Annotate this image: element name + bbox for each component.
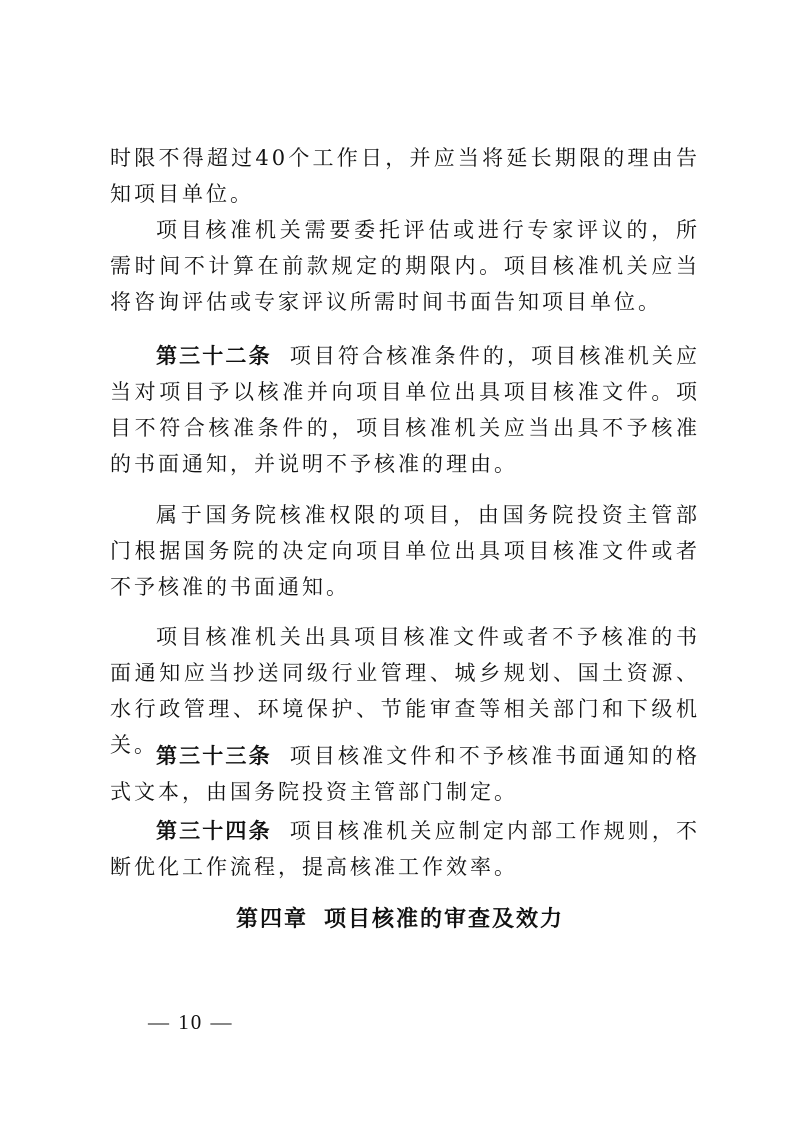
article-label: 第三十三条 — [156, 744, 272, 768]
chapter-heading — [0, 902, 800, 933]
paragraph-expert-review — [110, 212, 700, 320]
article-text: 项目核准机关应制定内部工作规则，不断优化工作流程，提高核准工作效率。 — [110, 819, 701, 879]
page-number: — 10 — — [148, 1010, 234, 1034]
paragraph-text: 项目核准机关需要委托评估或进行专家评议的，所需时间不计算在前款规定的期限内。项目核准机关应当将咨询评估或专家评议所需时间书面告知项目单位。 — [110, 218, 700, 314]
paragraph-text: 项目核准机关出具项目核准文件或者不予核准的书面通知应当抄送同级行业管理、城乡规划、国土资源、水行政管理、环境保护、节能审查等相关部门和下级机关。 — [110, 625, 700, 757]
article-text: 项目核准文件和不予核准书面通知的格式文本，由国务院投资主管部门制定。 — [110, 744, 701, 804]
paragraph-state-council — [110, 497, 700, 605]
article-32 — [110, 338, 700, 482]
article-text: 项目符合核准条件的，项目核准机关应当对项目予以核准并向项目单位出具项目核准文件。项目不符合核准条件的，项目核准机关应当出具不予核准的书面通知，并说明不予核准的理由。 — [110, 344, 701, 476]
chapter-number: 第四章 — [235, 907, 308, 932]
article-label: 第三十二条 — [156, 344, 272, 368]
paragraph-text: 时限不得超过40个工作日，并应当将延长期限的理由告知项目单位。 — [110, 146, 700, 206]
article-34 — [110, 813, 700, 885]
article-33 — [110, 738, 700, 810]
article-label: 第三十四条 — [156, 819, 272, 843]
paragraph-text: 属于国务院核准权限的项目，由国务院投资主管部门根据国务院的决定向项目单位出具项目核准文件或者不予核准的书面通知。 — [110, 503, 700, 599]
chapter-title: 项目核准的审查及效力 — [324, 907, 565, 932]
paragraph-continuation — [110, 140, 700, 212]
